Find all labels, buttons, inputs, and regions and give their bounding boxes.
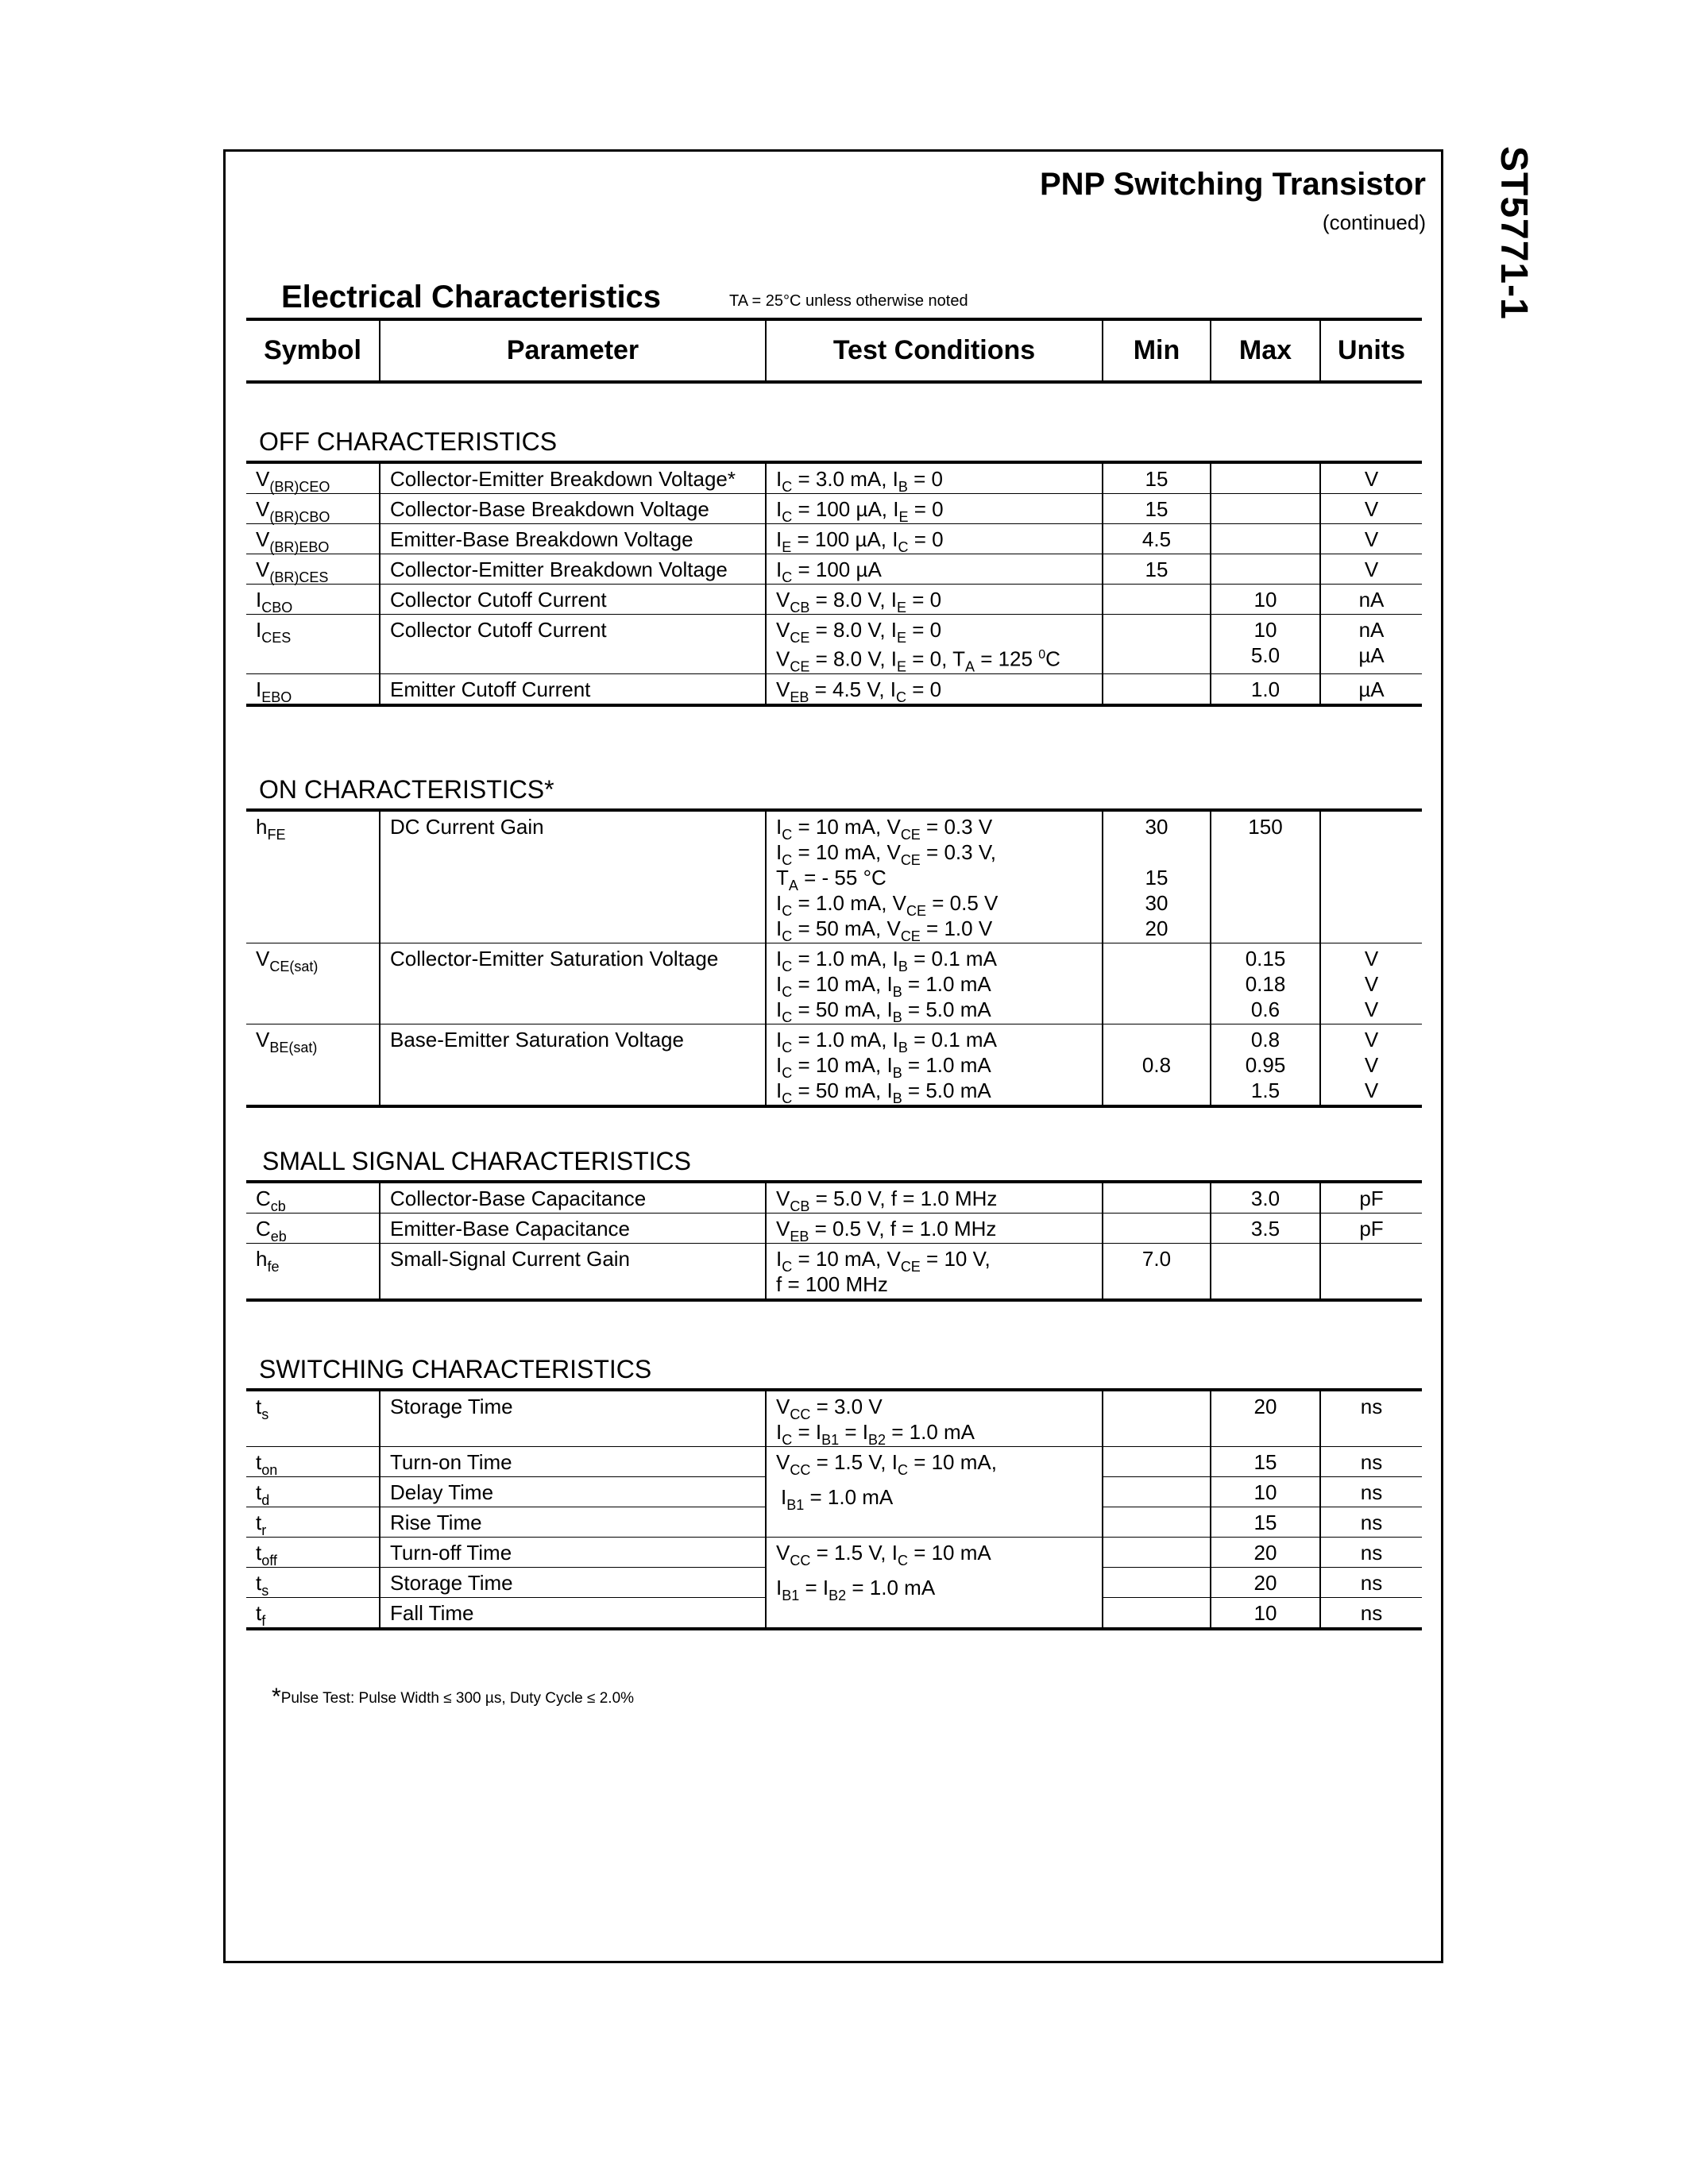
table-row <box>246 1182 1422 1214</box>
symbol-cell: $V_{(BR)CES}$ <box>246 554 380 585</box>
max-cell: 150 <box>1211 810 1320 943</box>
small-signal-table <box>246 1180 1422 1302</box>
conditions-cell: $I_C = 3.0$ mA, $I_B = 0$ <box>766 462 1103 494</box>
units-cell: nA µA <box>1320 615 1422 674</box>
footnote-marker: * <box>272 1684 281 1710</box>
section-off-title: OFF CHARACTERISTICS <box>259 427 558 456</box>
parameter-cell: Small-Signal Current Gain <box>380 1244 766 1301</box>
parameter-cell: Collector-Base Capacitance <box>380 1182 766 1214</box>
min-cell <box>1103 1507 1211 1538</box>
conditions-cell: $V_{CE} = 8.0$ V, $I_E = 0$ $V_{CE} = 8.0$ V, $I_E = 0$, $T_A = 125$ $^0$C <box>766 615 1103 674</box>
min-cell: 4.5 <box>1103 524 1211 554</box>
symbol-cell: $V_{(BR)CEO}$ <box>256 467 330 495</box>
units-cell <box>1320 810 1422 943</box>
units-cell: V V V <box>1320 1024 1422 1107</box>
table-row <box>246 1244 1422 1301</box>
symbol-cell: $t_d$ <box>246 1477 380 1507</box>
min-cell: 15 <box>1103 554 1211 585</box>
section-small-signal-title: SMALL SIGNAL CHARACTERISTICS <box>262 1147 691 1175</box>
continued-label: (continued) <box>1322 210 1426 234</box>
min-cell: 30 15 30 20 <box>1103 810 1211 943</box>
max-cell: 10 <box>1211 1477 1320 1507</box>
table-row <box>246 810 1422 943</box>
units-cell: V <box>1320 462 1422 494</box>
units-cell: ns <box>1320 1538 1422 1568</box>
units-cell: V <box>1320 554 1422 585</box>
symbol-cell: $I_{EBO}$ <box>246 673 380 705</box>
conditions-cell: $I_E = 100$ µA, $I_C = 0$ <box>766 524 1103 554</box>
symbol-cell: $V_{CE(sat)}$ <box>246 943 380 1024</box>
symbol-cell: $t_{off}$ <box>246 1538 380 1568</box>
max-cell: 3.5 <box>1211 1214 1320 1244</box>
max-cell: 10 5.0 <box>1211 615 1320 674</box>
units-cell: ns <box>1320 1507 1422 1538</box>
max-cell: 3.0 <box>1211 1182 1320 1214</box>
symbol-cell: $t_{on}$ <box>246 1447 380 1477</box>
conditions-cell: $I_C = 100$ µA, $I_E = 0$ <box>766 494 1103 524</box>
min-cell: 15 <box>1103 462 1211 494</box>
parameter-cell: Turn-off Time <box>380 1538 766 1568</box>
min-cell <box>1103 1390 1211 1447</box>
conditions-cell: $I_C = 10$ mA, $V_{CE} = 10$ V, f = 100 MHz <box>766 1244 1103 1301</box>
min-cell <box>1103 673 1211 705</box>
units-cell: ns <box>1320 1390 1422 1447</box>
symbol-cell: $t_s$ <box>246 1568 380 1598</box>
table-row <box>246 1390 1422 1447</box>
min-cell <box>1103 1447 1211 1477</box>
parameter-cell: Emitter Cutoff Current <box>380 673 766 705</box>
min-cell: 7.0 <box>1103 1244 1211 1301</box>
table-row <box>246 943 1422 1024</box>
units-cell: pF <box>1320 1214 1422 1244</box>
symbol-cell: $V_{(BR)CBO}$ <box>246 494 380 524</box>
table-row <box>246 585 1422 615</box>
units-cell: V V V <box>1320 943 1422 1024</box>
symbol-cell: $I_{CES}$ <box>246 615 380 674</box>
symbol-cell: $V_{(BR)EBO}$ <box>246 524 380 554</box>
parameter-cell: Collector-Base Breakdown Voltage <box>380 494 766 524</box>
parameter-cell: DC Current Gain <box>380 810 766 943</box>
max-cell <box>1211 524 1320 554</box>
table-row <box>246 494 1422 524</box>
max-cell <box>1211 1244 1320 1301</box>
max-cell <box>1211 462 1320 494</box>
conditions-cell: $V_{CC} = 1.5$ V, $I_C = 10$ mA $I_{B1} = I_{B2} = 1.0$ mA <box>766 1538 1103 1630</box>
symbol-cell: $h_{fe}$ <box>246 1244 380 1301</box>
conditions-cell: $V_{EB} = 0.5$ V, f = 1.0 MHz <box>766 1214 1103 1244</box>
electrical-characteristics-title: Electrical Characteristics <box>281 280 662 314</box>
parameter-cell: Fall Time <box>380 1598 766 1630</box>
units-cell <box>1320 1244 1422 1301</box>
max-cell: 0.8 0.95 1.5 <box>1211 1024 1320 1107</box>
parameter-cell: Emitter-Base Capacitance <box>380 1214 766 1244</box>
conditions-cell: $V_{CC} = 3.0$ V $I_C = I_{B1} = I_{B2} = 1.0$ mA <box>766 1390 1103 1447</box>
units-cell: V <box>1320 524 1422 554</box>
min-cell <box>1103 585 1211 615</box>
off-characteristics-table <box>246 461 1422 707</box>
units-cell: pF <box>1320 1182 1422 1214</box>
min-cell: 0.8 <box>1103 1024 1211 1107</box>
max-cell: 15 <box>1211 1507 1320 1538</box>
max-cell: 20 <box>1211 1538 1320 1568</box>
min-cell <box>1103 1598 1211 1630</box>
max-cell: 10 <box>1211 1598 1320 1630</box>
parameter-cell: Rise Time <box>380 1507 766 1538</box>
table-row <box>246 524 1422 554</box>
parameter-cell: Base-Emitter Saturation Voltage <box>380 1024 766 1107</box>
table-row <box>246 1024 1422 1107</box>
symbol-cell: $h_{FE}$ <box>256 815 286 843</box>
min-cell <box>1103 1182 1211 1214</box>
parameter-cell: Turn-on Time <box>380 1447 766 1477</box>
header-parameter: Parameter <box>380 319 766 382</box>
units-cell: ns <box>1320 1568 1422 1598</box>
symbol-cell: $C_{cb}$ <box>256 1187 286 1214</box>
document-title: PNP Switching Transistor <box>1039 167 1426 202</box>
min-cell <box>1103 615 1211 674</box>
parameter-cell: Collector Cutoff Current <box>380 585 766 615</box>
header-test-conditions: Test Conditions <box>766 319 1103 382</box>
units-cell: µA <box>1320 673 1422 705</box>
section-on-title: ON CHARACTERISTICS* <box>259 775 554 804</box>
parameter-cell: Collector-Emitter Breakdown Voltage* <box>380 462 766 494</box>
max-cell: 10 <box>1211 585 1320 615</box>
side-part-number: ST5771-1 <box>1493 146 1535 320</box>
conditions-cell: $V_{CB} = 8.0$ V, $I_E = 0$ <box>766 585 1103 615</box>
max-cell: 0.15 0.18 0.6 <box>1211 943 1320 1024</box>
units-cell: nA <box>1320 585 1422 615</box>
max-cell: 20 <box>1211 1568 1320 1598</box>
parameter-cell: Collector Cutoff Current <box>380 615 766 674</box>
section-switching-title: SWITCHING CHARACTERISTICS <box>259 1355 652 1383</box>
max-cell: 15 <box>1211 1447 1320 1477</box>
conditions-cell: $I_C = 10$ mA, $V_{CE} = 0.3$ V $I_C = 10$ mA, $V_{CE} = 0.3$ V, $T_A$ = - 55 °C $I_C = 1.0$ mA, $V_{CE} = 0.5$ V $I_C = 50$ mA, $V_{CE} = 1.0$ V <box>766 810 1103 943</box>
max-cell <box>1211 494 1320 524</box>
table-row <box>246 1214 1422 1244</box>
table-row <box>246 462 1422 494</box>
table-row <box>246 615 1422 674</box>
units-cell: ns <box>1320 1477 1422 1507</box>
header-max: Max <box>1211 319 1320 382</box>
parameter-cell: Collector-Emitter Breakdown Voltage <box>380 554 766 585</box>
conditions-cell: $V_{EB} = 4.5$ V, $I_C = 0$ <box>766 673 1103 705</box>
min-cell <box>1103 1214 1211 1244</box>
parameter-cell: Collector-Emitter Saturation Voltage <box>380 943 766 1024</box>
parameter-cell: Delay Time <box>380 1477 766 1507</box>
symbol-cell: $V_{BE(sat)}$ <box>246 1024 380 1107</box>
footnote-text: Pulse Test: Pulse Width ≤ 300 µs, Duty Cycle ≤ 2.0% <box>280 1690 635 1707</box>
min-cell: 15 <box>1103 494 1211 524</box>
symbol-cell: $t_f$ <box>246 1598 380 1630</box>
units-cell: ns <box>1320 1447 1422 1477</box>
symbol-cell: $C_{eb}$ <box>246 1214 380 1244</box>
table-row <box>246 554 1422 585</box>
table-header <box>246 318 1422 384</box>
header-min: Min <box>1103 319 1211 382</box>
max-cell: 20 <box>1211 1390 1320 1447</box>
table-row <box>246 673 1422 705</box>
conditions-cell: $V_{CC} = 1.5$ V, $I_C = 10$ mA, $I_{B1} = 1.0$ mA <box>766 1447 1103 1538</box>
parameter-cell: Emitter-Base Breakdown Voltage <box>380 524 766 554</box>
conditions-cell: $I_C = 100$ µA <box>766 554 1103 585</box>
symbol-cell: $t_r$ <box>246 1507 380 1538</box>
min-cell <box>1103 1568 1211 1598</box>
header-units: Units <box>1320 319 1422 382</box>
table-row <box>246 1538 1422 1568</box>
ambient-condition-note: TA = 25°C unless otherwise noted <box>729 292 968 310</box>
min-cell <box>1103 1477 1211 1507</box>
footnote <box>272 1684 634 1711</box>
conditions-cell: $V_{CB} = 5.0$ V, f = 1.0 MHz <box>766 1182 1103 1214</box>
symbol-cell: $t_s$ <box>256 1395 269 1422</box>
table-row <box>246 1447 1422 1477</box>
units-cell: V <box>1320 494 1422 524</box>
max-cell <box>1211 554 1320 585</box>
min-cell <box>1103 943 1211 1024</box>
conditions-cell: $I_C = 1.0$ mA, $I_B = 0.1$ mA $I_C = 10$ mA, $I_B = 1.0$ mA $I_C = 50$ mA, $I_B = 5.0$ mA <box>766 1024 1103 1107</box>
min-cell <box>1103 1538 1211 1568</box>
units-cell: ns <box>1320 1598 1422 1630</box>
parameter-cell: Storage Time <box>380 1568 766 1598</box>
symbol-cell: $I_{CBO}$ <box>246 585 380 615</box>
header-symbol: Symbol <box>264 335 361 365</box>
parameter-cell: Storage Time <box>380 1390 766 1447</box>
switching-table <box>246 1388 1422 1630</box>
max-cell: 1.0 <box>1211 673 1320 705</box>
conditions-cell: $I_C = 1.0$ mA, $I_B = 0.1$ mA $I_C = 10$ mA, $I_B = 1.0$ mA $I_C = 50$ mA, $I_B = 5.0$ mA <box>766 943 1103 1024</box>
on-characteristics-table <box>246 808 1422 1108</box>
